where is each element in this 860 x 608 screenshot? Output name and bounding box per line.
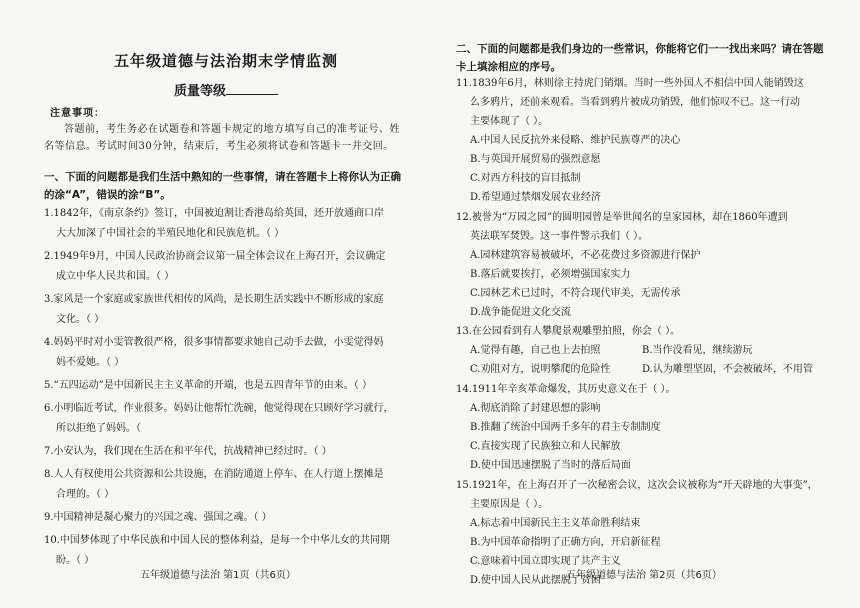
option-b: B.与英国开展贸易的强烈意愿 (470, 154, 601, 165)
question-stem: 主要体现了（ ）。 (470, 116, 549, 127)
option-a: A.彻底消除了封建思想的影响 (470, 403, 601, 414)
option-b: B.为中国革命指明了正确方向，开启新征程 (470, 537, 661, 548)
question-10 (44, 531, 410, 571)
question-line: 10.中国梦体现了中华民族和中国人民的整体利益，是每一个中华儿女的共同期 (44, 535, 390, 546)
question-14 (456, 380, 828, 475)
question-stem: 主要原因是（ ）。 (470, 499, 549, 510)
question-line: 2.1949年9月，中国人民政治协商会议第一届全体会议在上海召开，会议确定 (44, 251, 386, 262)
notice-title: 注意事项： (50, 108, 105, 119)
question-line: 7.小安认为，我们现在生活在和平年代，抗战精神已经过时。（ ） (44, 446, 332, 457)
question-5 (44, 376, 410, 396)
option-row (456, 360, 828, 379)
section-2-heading: 二、下面的问题都是我们身边的一些常识，你能将它们一一找出来吗？请在答题卡上填涂相应的序号。 (456, 43, 824, 73)
option-b: B.当作没看见，继续游玩 (642, 345, 753, 356)
question-line: 4.妈妈平时对小雯管教很严格，很多事情都要求她自己动手去做，小雯觉得妈 (44, 337, 384, 348)
option-c: C.对西方科技的盲目抵制 (470, 173, 581, 184)
question-stem: 英法联军焚毁。这一事件警示我们（ ）。 (470, 231, 649, 242)
question-line: 成立中华人民共和国。（ ） (56, 271, 175, 282)
grade-blank (226, 82, 278, 95)
option-a: A.觉得有趣，自己也上去拍照 (470, 345, 601, 356)
question-11 (456, 74, 828, 207)
page-1-footer: 五年级道德与法治 第1页（共6页） (140, 570, 296, 581)
option-d: D.希望通过禁烟发展农业经济 (470, 192, 601, 203)
grade-label: 质量等级 (173, 84, 226, 99)
question-1 (44, 204, 410, 244)
question-line: 5.“五四运动”是中国新民主主义革命的开端，也是五四青年节的由来。（ ） (44, 380, 372, 391)
question-8 (44, 465, 410, 505)
option-b: B.推翻了统治中国两千多年的君主专制制度 (470, 422, 661, 433)
option-c: C.园林艺术已过时，不符合现代审美，无需传承 (470, 288, 681, 299)
option-row (456, 341, 828, 360)
option-d: D.使中国人民从此摆脱了贫困 (470, 575, 601, 586)
option-c: C.直接实现了民族独立和人民解放 (470, 441, 621, 452)
question-line: 文化。（ ） (56, 314, 105, 325)
question-stem: 14.1911年辛亥革命爆发，其历史意义在于（ ）。 (456, 384, 676, 395)
question-9 (44, 508, 410, 528)
question-line: 妈不爱她。（ ） (56, 357, 125, 368)
question-line: 3.家风是一个家庭或家族世代相传的风尚，是长期生活实践中不断形成的家庭 (44, 294, 384, 305)
option-a: A.中国人民反抗外来侵略、维护民族尊严的决心 (470, 135, 681, 146)
question-line: 8.人人有权使用公共资源和公共设施，在消防通道上停车、在人行道上摆摊是 (44, 469, 384, 480)
option-d: D.认为雕塑坚固，不会被破坏，不用管 (642, 364, 813, 375)
question-stem: 11.1839年6月，林则徐主持虎门销烟。当时一些外国人不相信中国人能销毁这 (456, 78, 804, 89)
grade-line (44, 80, 408, 99)
option-d: D.使中国迅速摆脱了当时的落后局面 (470, 460, 631, 471)
question-line: 所以拒绝了妈妈。（ (56, 423, 141, 434)
question-line: 盼。（ ） (56, 555, 95, 566)
option-d: D.战争能促进文化交流 (470, 307, 571, 318)
page-2-footer: 五年级道德与法治 第2页（共6页） (566, 570, 722, 581)
question-stem: 么多鸦片，还前来观看。当看到鸦片被成功销毁，他们惊叹不已。这一行动 (470, 97, 800, 108)
question-3 (44, 290, 410, 330)
option-c: C.劝阻对方，说明攀爬的危险性 (470, 364, 611, 375)
exam-title: 五年级道德与法治期末学情监测 (113, 52, 338, 70)
question-6 (44, 399, 410, 439)
option-c: C.意味着中国立即实现了共产主义 (470, 556, 621, 567)
question-12 (456, 208, 828, 322)
question-line: 大大加深了中国社会的半殖民地化和民族危机。（ ） (56, 228, 285, 239)
question-line: 合理的。（ ） (56, 489, 115, 500)
question-4 (44, 333, 410, 373)
question-stem: 12.被誉为“万园之园”的圆明园曾是举世闻名的皇家园林，却在1860年遭到 (456, 212, 788, 223)
question-stem: 13.在公园看到有人攀爬景观雕塑拍照，你会（ ）。 (456, 326, 681, 337)
question-line: 6.小明临近考试，作业很多。妈妈让他帮忙洗碗，他觉得现在只顾好学习就行， (44, 403, 394, 414)
question-line: 9.中国精神是凝心聚力的兴国之魂、强国之魂。（ ） (44, 512, 272, 523)
question-2 (44, 247, 410, 287)
option-a: A.园林建筑容易被破坏，不必花费过多资源进行保护 (470, 250, 701, 261)
question-line: 1.1842年，《南京条约》签订，中国被迫割让香港岛给英国，还开放通商口岸 (44, 208, 384, 219)
question-stem: 15.1921年，在上海召开了一次秘密会议，这次会议被称为“开天辟地的大事变”， (456, 480, 818, 491)
question-7 (44, 442, 410, 462)
notice-body: 答题前，考生务必在试题卷和答题卡规定的地方填写自己的准考证号、姓名等信息。考试时间30分钟，结束后，考生必须将试卷和答题卡一并交回。 (44, 124, 400, 152)
section-1-heading: 一、下面的问题都是我们生活中熟知的一些事情，请在答题卡上将你认为正确的涂“A”，错误的涂“B”。 (44, 171, 401, 201)
question-13 (456, 322, 828, 379)
option-a: A.标志着中国新民主主义革命胜利结束 (470, 518, 641, 529)
option-b: B.落后就要挨打，必须增强国家实力 (470, 269, 631, 280)
section-1-questions (44, 204, 410, 574)
